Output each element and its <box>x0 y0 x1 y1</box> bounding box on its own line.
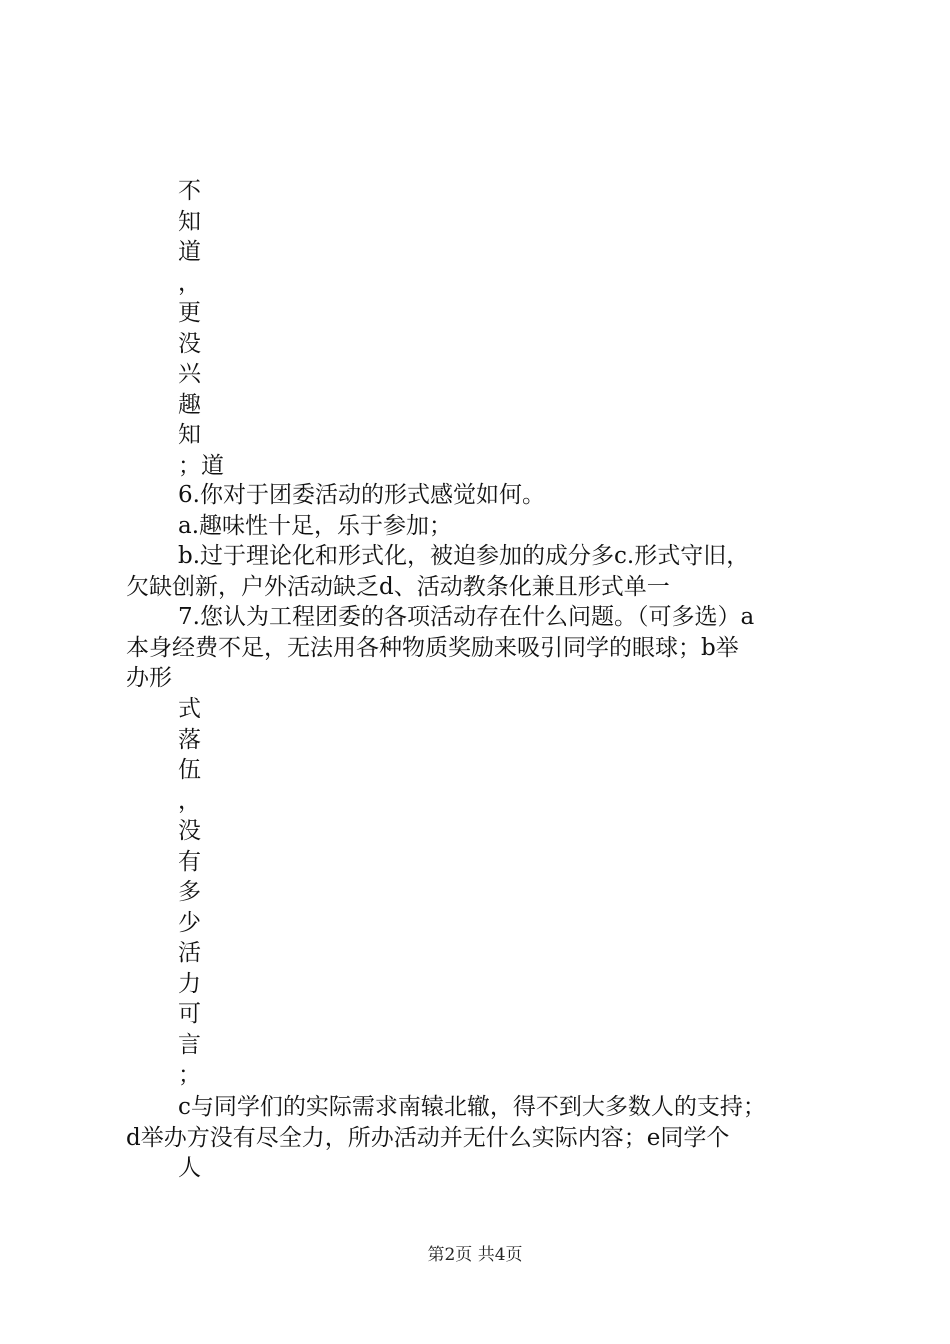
text-line: 7.您认为工程团委的各项活动存在什么问题。（可多选）a <box>178 604 755 630</box>
vertical-char: 道 <box>178 239 201 265</box>
vertical-char: ； <box>178 1062 201 1088</box>
answer-paragraph <box>126 1092 846 1184</box>
vertical-char: 言 <box>178 1031 201 1058</box>
vertical-text-column-1 <box>178 176 224 481</box>
vertical-char: 落 <box>178 726 201 753</box>
vertical-char: 可 <box>178 1001 201 1027</box>
text-line: b.过于理论化和形式化，被迫参加的成分多c.形式守旧， <box>178 543 750 569</box>
vertical-char: ， <box>178 787 201 814</box>
text-line: c与同学们的实际需求南辕北辙，得不到大多数人的支持； <box>178 1094 766 1120</box>
text-line: 办形 <box>126 665 172 691</box>
text-line: 欠缺创新，户外活动缺乏d、活动教条化兼且形式单一 <box>126 573 670 600</box>
text-line: a.趣味性十足，乐于参加； <box>178 512 453 539</box>
vertical-char: 知 <box>178 422 201 448</box>
vertical-char: 多 <box>178 879 201 905</box>
vertical-char: 没 <box>178 330 201 357</box>
vertical-char: 有 <box>178 848 201 875</box>
vertical-char: 伍 <box>178 757 201 783</box>
text-line: 本身经费不足，无法用各种物质奖励来吸引同学的眼球；b举 <box>126 634 739 661</box>
text-line: 人 <box>178 1155 201 1181</box>
text-line: 6.你对于团委活动的形式感觉如何。 <box>178 482 545 508</box>
vertical-char: 兴 <box>178 361 201 387</box>
question-paragraph <box>126 480 846 694</box>
vertical-char: 更 <box>178 300 201 326</box>
vertical-char: 知 <box>178 208 201 235</box>
vertical-char: ；道 <box>178 452 224 479</box>
vertical-char: ， <box>178 269 201 296</box>
vertical-char: 没 <box>178 818 201 844</box>
vertical-char: 力 <box>178 970 201 997</box>
text-line: d举办方没有尽全力，所办活动并无什么实际内容；e同学个 <box>126 1124 730 1151</box>
vertical-char: 少 <box>178 909 201 936</box>
vertical-text-column-2 <box>178 694 218 1091</box>
vertical-char: 活 <box>178 940 201 966</box>
vertical-char: 趣 <box>178 391 201 418</box>
vertical-char: 式 <box>178 696 201 722</box>
page-number-footer: 第2页 共4页 <box>427 1245 523 1265</box>
vertical-char: 不 <box>178 178 201 204</box>
